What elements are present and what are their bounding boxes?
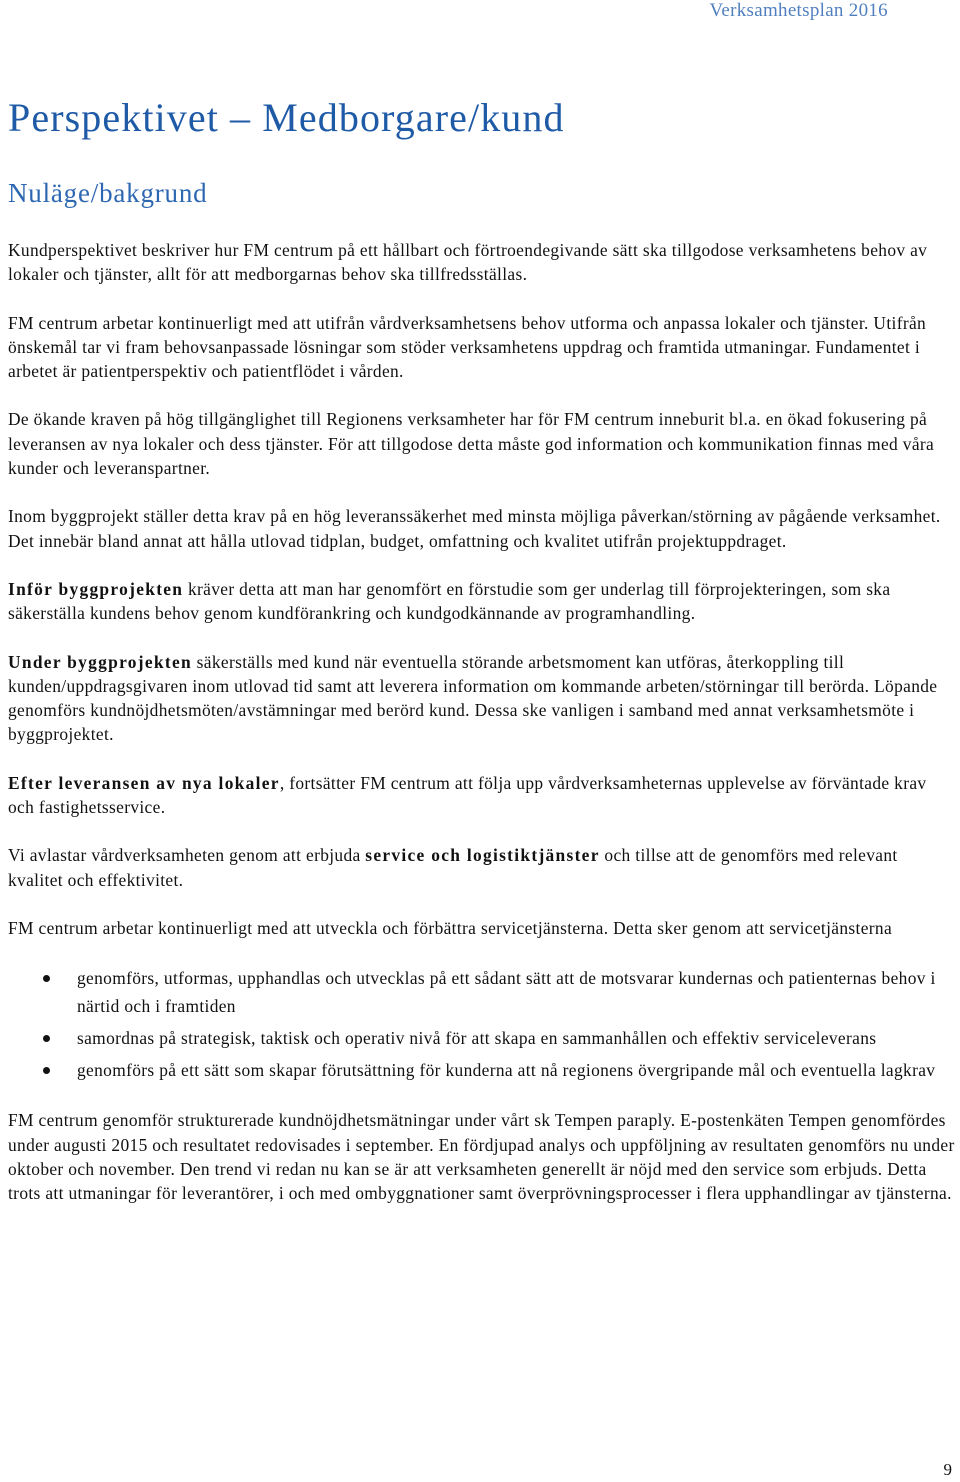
bullet-item	[8, 964, 956, 1020]
page-number: 9	[943, 1460, 952, 1479]
paragraph-service-logistics	[8, 843, 956, 892]
paragraph-accessibility: De ökande kraven på hög tillgänglighet till Regionens verksamheter har för FM centrum inneburit bl.a. en ökad fokusering på leveransen av nya lokaler och dess tjänster. För att tillgodose detta måste god information och kommunikation finnas med våra kunder och leveranspartner.	[8, 409, 935, 479]
page-title: Perspektivet – Medborgare/kund	[8, 95, 565, 140]
paragraph-service-post: och tillse att de genomförs med relevant kvalitet och effektivitet.	[8, 845, 898, 890]
paragraph-during-projects	[8, 650, 956, 747]
paragraph-service-improvement: FM centrum arbetar kontinuerligt med att utveckla och förbättra servicetjänsterna. Detta sker genom att servicetjänsterna	[8, 917, 893, 938]
bullet-dot-icon	[43, 1067, 50, 1074]
bullet-list	[8, 964, 956, 1084]
paragraph-before-projects	[8, 577, 956, 626]
paragraph-continuous-work: FM centrum arbetar kontinuerligt med att utifrån vårdverksamhetsens behov utforma och anpassa lokaler och tjänster. Utifrån önskemål tar vi fram behovsanpassade lösningar som stöder verksamhetens uppdrag och framtida utmaningar. Fundamentet i arbetet är patientperspektiv och patientflödet i vården.	[8, 312, 927, 382]
bold-lead-during: Under byggprojekten	[8, 651, 192, 672]
paragraph-customer-survey: FM centrum genomför strukturerade kundnöjdhetsmätningar under vårt sk Tempen paraply. E-postenkäten Tempen genomfördes under augusti 2015 och resultatet redovisades i september. En fördjupad analys och uppföljning av resultaten genomförs nu under oktober och november. Den trend vi redan nu kan se är att verksamheten generellt är nöjd med den service som erbjuds. Detta trots att utmaningar för leverantörer, i och med ombyggnationer samt överprövningsprocesser i flera upphandlingar av tjänsterna.	[8, 1110, 955, 1204]
paragraph-building-projects: Inom byggprojekt ställer detta krav på en hög leveranssäkerhet med minsta möjliga påverkan/störning av pågående verksamhet. Det innebär bland annat att hålla utlovad tidplan, budget, omfattning och kvalitet utifrån projektuppdraget.	[8, 506, 941, 551]
bullet-item	[8, 1056, 956, 1084]
bold-service-logistics: service och logistiktjänster	[365, 845, 600, 866]
bold-lead-before: Inför byggprojekten	[8, 578, 184, 599]
bullet-text: genomförs, utformas, upphandlas och utvecklas på ett sådant sätt att de motsvarar kundernas och patienternas behov i närtid och i framtiden	[77, 968, 936, 1017]
bullet-text: samordnas på strategisk, taktisk och operativ nivå för att skapa en sammanhållen och effektiv serviceleverans	[77, 1028, 877, 1049]
paragraph-after-text: , fortsätter FM centrum att följa upp vårdverksamheternas upplevelse av förväntade krav och fastighetsservice.	[8, 772, 927, 818]
bold-lead-after: Efter leveransen av nya lokaler	[8, 772, 280, 793]
running-header: Verksamhetsplan 2016	[709, 0, 888, 21]
bullet-item	[8, 1024, 956, 1052]
bullet-dot-icon	[43, 1035, 50, 1042]
paragraph-service-pre: Vi avlastar vårdverksamheten genom att erbjuda	[8, 845, 366, 866]
paragraph-intro: Kundperspektivet beskriver hur FM centrum på ett hållbart och förtroendegivande sätt ska tillgodose verksamhetens behov av lokaler och tjänster, allt för att medborgarnas behov ska tillfredsställas.	[8, 240, 928, 285]
body-text	[8, 238, 956, 1229]
bullet-text: genomförs på ett sätt som skapar förutsättning för kunderna att nå regionens övergripande mål och eventuella lagkrav	[77, 1060, 936, 1081]
paragraph-before-text: kräver detta att man har genomfört en förstudie som ger underlag till förprojekteringen, som ska säkerställa kundens behov genom kundförankring och kundgodkännande av programhandling.	[8, 578, 891, 624]
section-heading: Nuläge/bakgrund	[8, 178, 208, 208]
paragraph-after-delivery	[8, 771, 956, 820]
paragraph-during-text: säkerställs med kund när eventuella störande arbetsmoment kan utföras, återkoppling till kunden/uppdragsgivaren inom utlovad tid samt att leverera information om kommande arbeten/störningar till berörda. Löpande genomförs kundnöjdhetsmöten/avstämningar med berörd kund. Dessa ske vanligen i samband med annat verksamhetsmöte i byggprojektet.	[8, 651, 938, 745]
bullet-dot-icon	[43, 975, 50, 982]
